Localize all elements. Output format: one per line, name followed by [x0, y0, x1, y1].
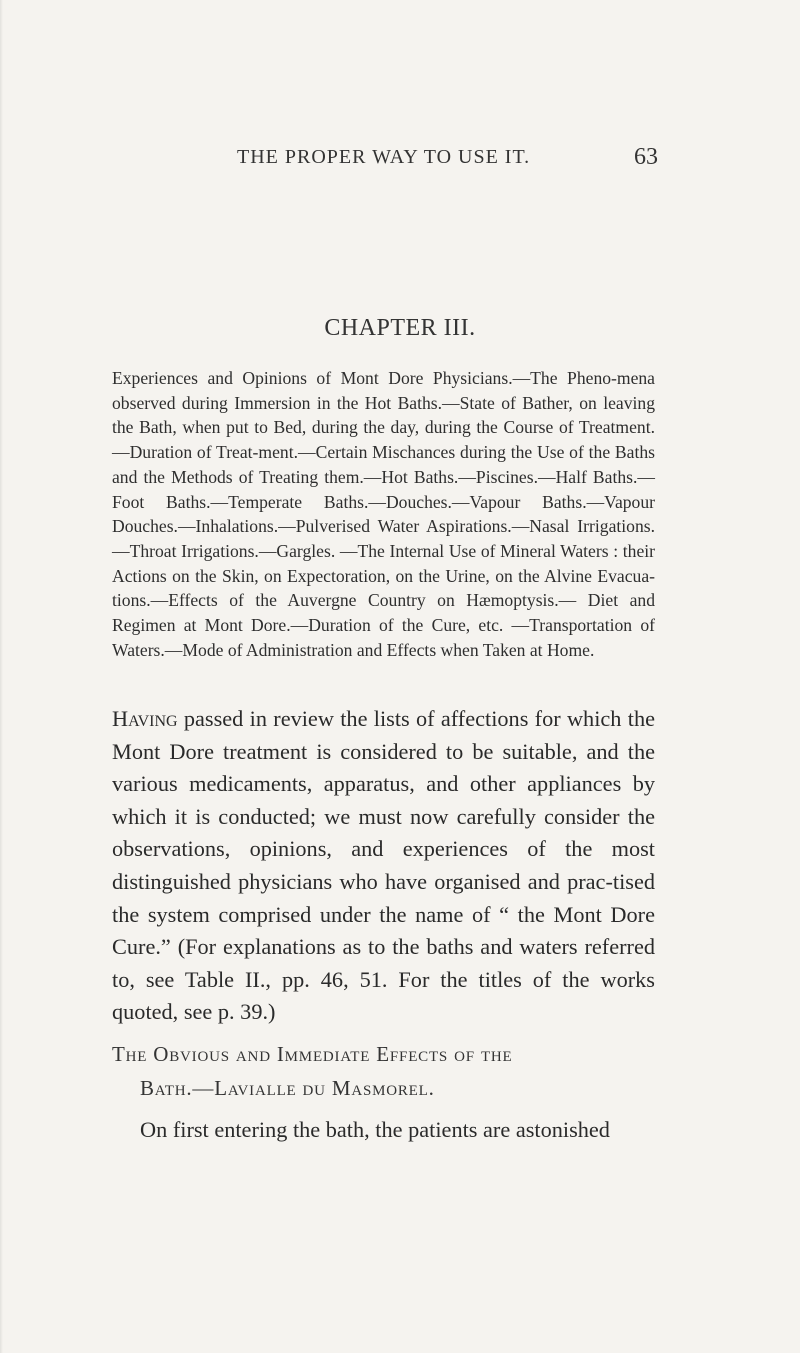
- running-title: THE PROPER WAY TO USE IT.: [237, 146, 531, 168]
- paragraph-text: passed in review the lists of affections for which the Mont Dore treatment is considered to be suitable, and the various medicaments, apparatus, and other appliances by which it is conducted; we must now carefully consider the observations, opinions, and experiences of the most distinguished physicians who have organised and prac-tised the system comprised under the name of “ the Mont Dore Cure.” (For explanations as to the baths and waters referred to, see Table II., pp. 46, 51. For the titles of the works quoted, see p. 39.): [112, 706, 655, 1025]
- section-heading-line-2: Bath.—Lavialle du Masmorel.: [140, 1076, 435, 1100]
- section-heading: [112, 1037, 672, 1105]
- body-paragraph: [112, 703, 655, 1029]
- lead-word: Having: [112, 706, 178, 731]
- page-number: 63: [634, 144, 658, 170]
- continuation-text: On first entering the bath, the patients are astonished: [140, 1117, 610, 1142]
- running-head: [0, 146, 800, 176]
- chapter-heading: CHAPTER III.: [324, 315, 476, 341]
- page-edge-shadow: [0, 0, 3, 1353]
- section-heading-line-1: The Obvious and Immediate Effects of the: [112, 1042, 513, 1066]
- chapter-synopsis: Experiences and Opinions of Mont Dore Physicians.—The Pheno-mena observed during Immersion in the Hot Baths.—State of Bather, on leaving the Bath, when put to Bed, during the day, during the Course of Treatment.—Duration of Treat-ment.—Certain Mischances during the Use of the Baths and the Methods of Treating them.—Hot Baths.—Piscines.—Half Baths.—Foot Baths.—Temperate Baths.—Douches.—Vapour Baths.—Vapour Douches.—Inhalations.—Pulverised Water Aspirations.—Nasal Irrigations.—Throat Irrigations.—Gargles. —The Internal Use of Mineral Waters : their Actions on the Skin, on Expectoration, on the Urine, on the Alvine Evacua-tions.—Effects of the Auvergne Country on Hæmoptysis.— Diet and Regimen at Mont Dore.—Duration of the Cure, etc. —Transportation of Waters.—Mode of Administration and Effects when Taken at Home.: [112, 368, 655, 660]
